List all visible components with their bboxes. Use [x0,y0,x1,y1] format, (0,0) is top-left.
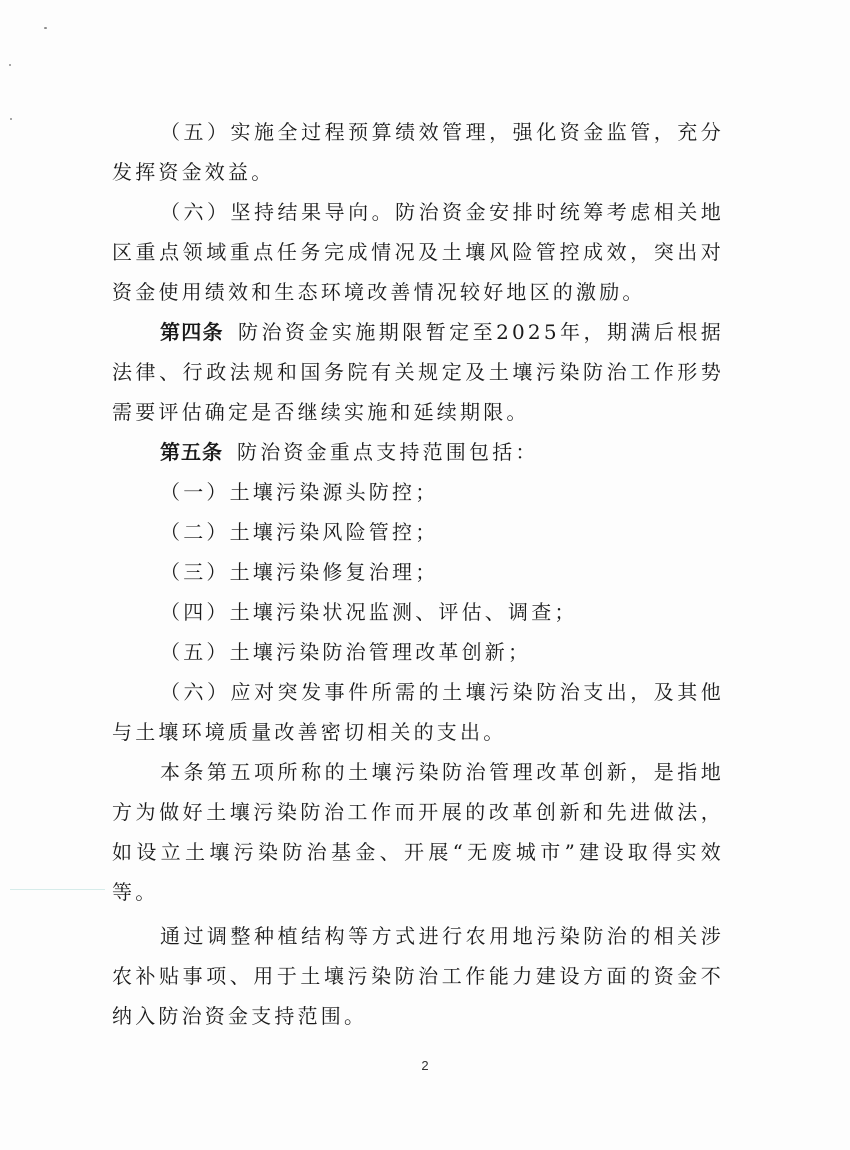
scan-speck [44,27,47,29]
list-item [112,552,724,592]
paragraph-text: 防治资金实施期限暂定至2025年，期满后根据法律、行政法规和国务院有关规定及土壤污染防治工作形势需要评估确定是否继续实施和延续期限。 [112,320,724,424]
list-item [112,632,724,672]
list-item [112,592,724,632]
paragraph [112,312,724,432]
list-item [112,672,724,752]
paragraph-text: （一）土壤污染源头防控； [160,480,439,504]
paragraph [112,752,724,912]
clause-heading: 第四条 [160,320,224,344]
paragraph-text: （六）应对突发事件所需的土壤污染防治支出，及其他与土壤环境质量改善密切相关的支出。 [112,680,724,744]
paragraph-text: 本条第五项所称的土壤污染防治管理改革创新，是指地方为做好土壤污染防治工作而开展的改革创新和先进做法，如设立土壤污染防治基金、开展“无废城市”建设取得实效等。 [112,760,724,904]
paragraph-text: （四）土壤污染状况监测、评估、调查； [160,600,578,624]
paragraph-text: （三）土壤污染修复治理； [160,560,439,584]
paragraph [112,432,724,472]
paragraph-text: （二）土壤污染风险管控； [160,520,439,544]
paragraph-text: 通过调整种植结构等方式进行农用地污染防治的相关涉农补贴事项、用于土壤污染防治工作能力建设方面的资金不纳入防治资金支持范围。 [112,924,724,1028]
paragraph-text: （六）坚持结果导向。防治资金安排时统筹考虑相关地区重点领域重点任务完成情况及土壤风险管控成效，突出对资金使用绩效和生态环境改善情况较好地区的激励。 [112,200,724,304]
list-item [112,512,724,552]
paragraph [112,916,724,1036]
scan-line [10,889,105,890]
clause-heading: 第五条 [160,440,223,464]
paragraph-text: （五）土壤污染防治管理改革创新； [160,640,532,664]
paragraph [112,112,724,192]
scan-speck [9,64,11,66]
paragraph [112,192,724,312]
document-body [112,112,724,1036]
list-item [112,472,724,512]
page-number: 2 [421,1058,429,1073]
paragraph-text: （五）实施全过程预算绩效管理，强化资金监管，充分发挥资金效益。 [112,120,724,184]
paragraph-text: 防治资金重点支持范围包括： [237,440,539,464]
scan-speck [10,118,12,120]
